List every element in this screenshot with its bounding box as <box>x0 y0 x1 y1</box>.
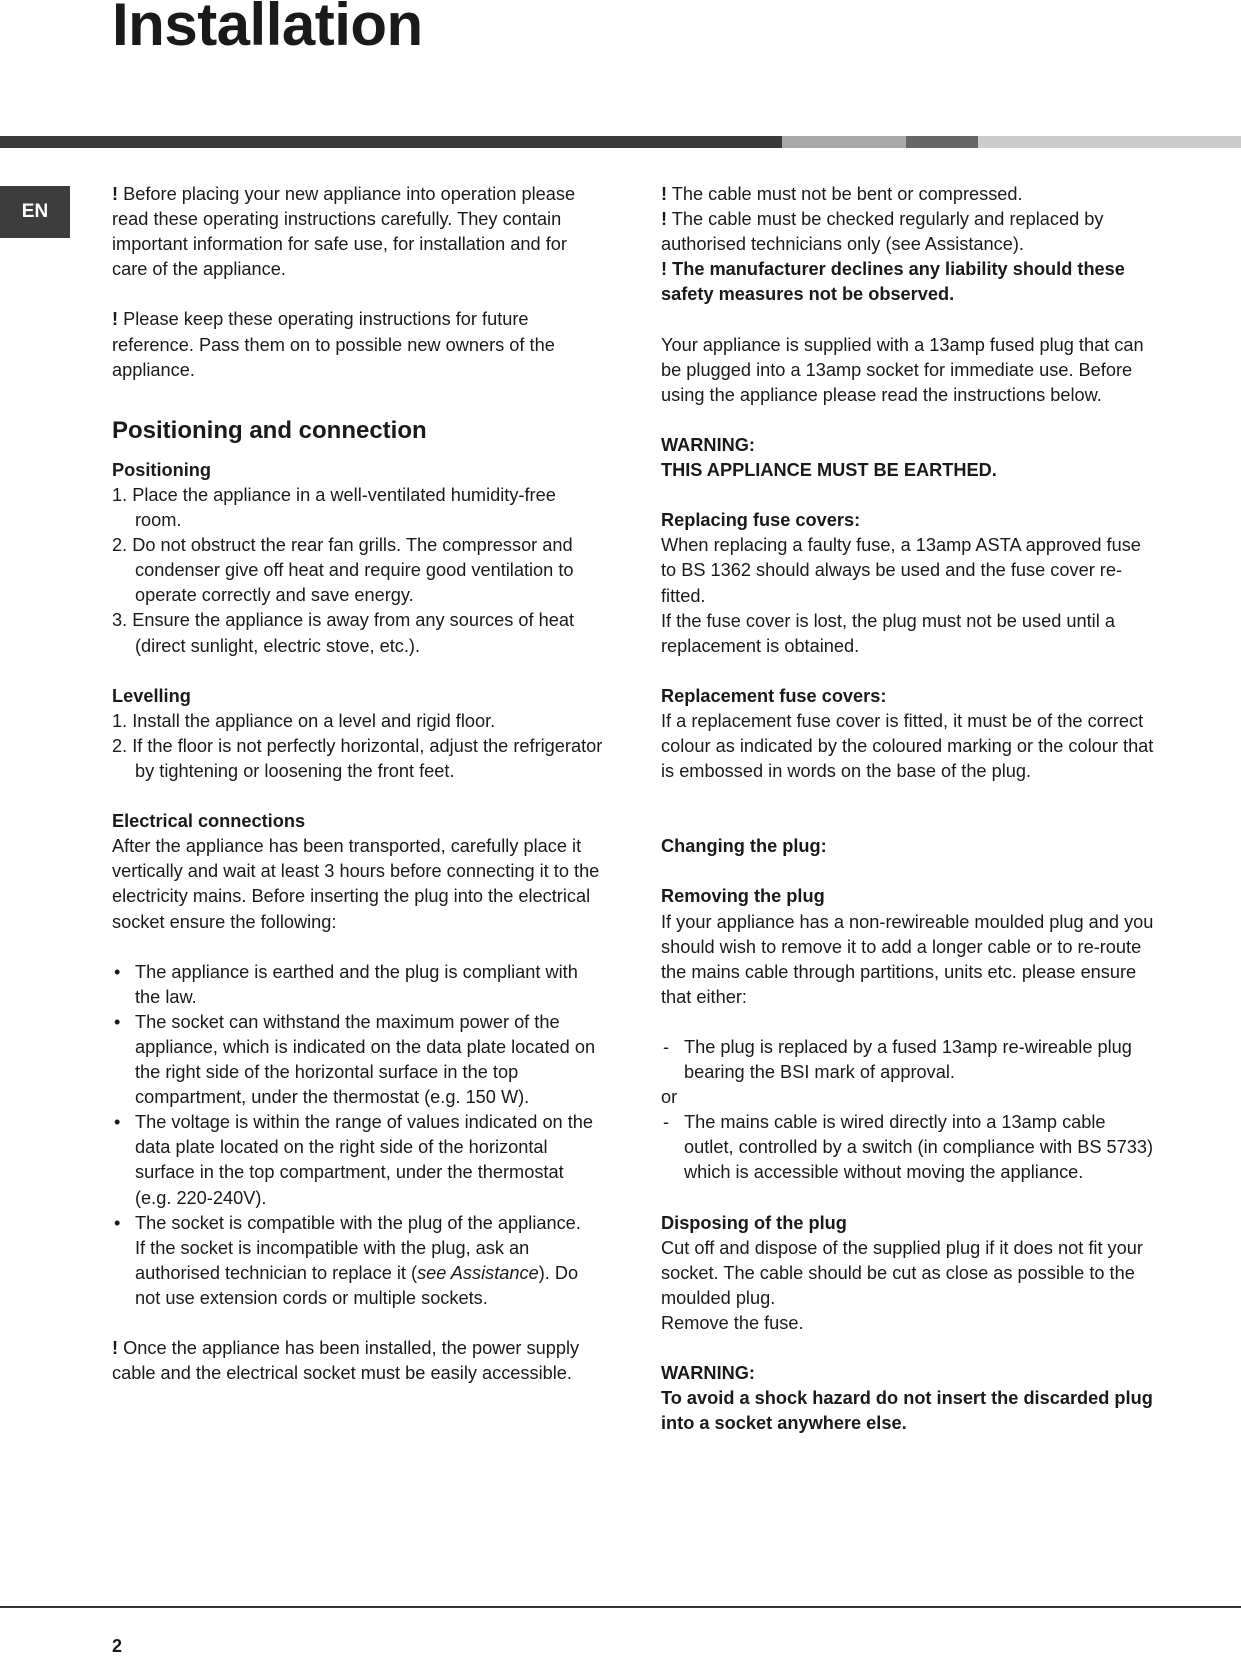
replacement-paragraph: If a replacement fuse cover is fitted, it must be of the correct colour as indicated by the coloured marking or the colour that is embossed in words on the base of the plug. <box>661 710 1154 782</box>
liability-note: ! The manufacturer declines any liability should these safety measures not be observed. <box>661 259 1125 305</box>
disposing-paragraph: Cut off and dispose of the supplied plug if it does not fit your socket. The cable should be cut as close as possible to the moulded plug. <box>661 1237 1143 1308</box>
positioning-heading: Positioning <box>112 459 212 480</box>
warning-label: WARNING: <box>661 1363 755 1384</box>
warning-mark: ! <box>112 184 119 204</box>
electrical-paragraph: After the appliance has been transported, carefully place it vertically and wait at least 3 hours before connecting it to the electricity mains. Before inserting the plug into the electrical socket ensure the following: <box>112 836 600 932</box>
warning-mark: ! <box>112 1338 119 1359</box>
fuse-covers-heading: Replacing fuse covers: <box>661 510 861 531</box>
positioning-item: 3. Ensure the appliance is away from any sources of heat (direct sunlight, electric stove, etc.). <box>112 610 575 656</box>
header-bar-dark <box>0 136 782 148</box>
bullet-continuation: If the socket is incompatible with the plug, ask an authorised technician to replace it (see Assistance). Do not use extension cords or multiple sockets. <box>135 1237 579 1308</box>
header-bar-light <box>782 136 906 148</box>
electrical-heading: Electrical connections <box>112 811 306 832</box>
replacement-heading: Replacement fuse covers: <box>661 685 887 706</box>
shock-warning: To avoid a shock hazard do not insert the discarded plug into a socket anywhere else. <box>661 1388 1153 1434</box>
supply-paragraph: Your appliance is supplied with a 13amp fused plug that can be plugged into a 13amp socket for immediate use. Before using the appliance please read the instructions below. <box>661 334 1144 405</box>
bullet-item: • The socket can withstand the maximum power of the appliance, which is indicated on the data plate located on the right side of the horizontal surface in the top compartment, under the thermostat (e.g. 150 W). <box>112 1010 604 1110</box>
remove-fuse-text: Remove the fuse. <box>661 1313 804 1334</box>
levelling-item: 2. If the floor is not perfectly horizontal, adjust the refrigerator by tightening or loosening the front feet. <box>112 735 603 781</box>
page-number: 2 <box>112 1636 123 1656</box>
fuse-covers-paragraph: If the fuse cover is lost, the plug must not be used until a replacement is obtained. <box>661 610 1115 656</box>
bullet-item: • The appliance is earthed and the plug is compliant with the law. <box>112 960 604 1010</box>
or-text: or <box>661 1087 678 1108</box>
option-item: - The plug is replaced by a fused 13amp re-wireable plug bearing the BSI mark of approval. <box>661 1035 1155 1085</box>
intro-paragraph: ! Before placing your new appliance into operation please read these operating instructions carefully. They contain important information for safe use, for installation and for care of the appliance. <box>112 184 576 280</box>
changing-plug-heading: Changing the plug: <box>661 836 827 857</box>
positioning-item: 2. Do not obstruct the rear fan grills. The compressor and condenser give off heat and require good ventilation to operate correctly and save energy. <box>112 535 574 606</box>
right-column <box>661 182 1155 1437</box>
see-assistance-reference: see Assistance <box>417 1262 539 1283</box>
cable-note: ! The cable must not be bent or compressed. <box>661 184 1023 204</box>
warning-mark: ! <box>661 209 668 230</box>
keep-instructions-paragraph: ! Please keep these operating instructions for future reference. Pass them on to possible new owners of the appliance. <box>112 309 555 380</box>
bullet-item: • The socket is compatible with the plug of the appliance. <box>112 1211 604 1236</box>
section-heading: Positioning and connection <box>112 416 427 444</box>
language-tab: EN <box>0 186 70 238</box>
positioning-item: 1. Place the appliance in a well-ventilated humidity-free room. <box>112 484 556 531</box>
cable-check-note: ! The cable must be checked regularly and replaced by authorised technicians only (see Assistance). <box>661 209 1104 255</box>
removing-plug-heading: Removing the plug <box>661 886 825 907</box>
option-item: - The mains cable is wired directly into a 13amp cable outlet, controlled by a switch (in compliance with BS 5733) which is accessible without moving the appliance. <box>661 1110 1155 1185</box>
final-note: ! Once the appliance has been installed, the power supply cable and the electrical socket must be easily accessible. <box>112 1338 580 1384</box>
warning-label: WARNING: <box>661 434 755 455</box>
disposing-heading: Disposing of the plug <box>661 1212 847 1233</box>
fuse-covers-paragraph: When replacing a faulty fuse, a 13amp ASTA approved fuse to BS 1362 should always be used and the fuse cover re-fitted. <box>661 535 1141 606</box>
bullet-item: • The voltage is within the range of values indicated on the data plate located on the right side of the horizontal surface in the top compartment, under the thermostat (e.g. 220-240V). <box>112 1110 604 1210</box>
page-title: Installation <box>112 0 423 58</box>
levelling-item: 1. Install the appliance on a level and rigid floor. <box>112 710 496 731</box>
left-column <box>112 182 604 1386</box>
header-bar-pale <box>978 136 1241 148</box>
levelling-heading: Levelling <box>112 685 191 706</box>
removing-plug-paragraph: If your appliance has a non-rewireable moulded plug and you should wish to remove it to add a longer cable or to re-route the mains cable through partitions, units etc. please ensure that either: <box>661 911 1154 1007</box>
earth-warning: THIS APPLIANCE MUST BE EARTHED. <box>661 460 997 481</box>
warning-mark: ! <box>112 309 119 330</box>
warning-mark: ! <box>661 184 668 204</box>
footer-divider <box>0 1606 1241 1608</box>
header-bar-mid <box>906 136 978 148</box>
